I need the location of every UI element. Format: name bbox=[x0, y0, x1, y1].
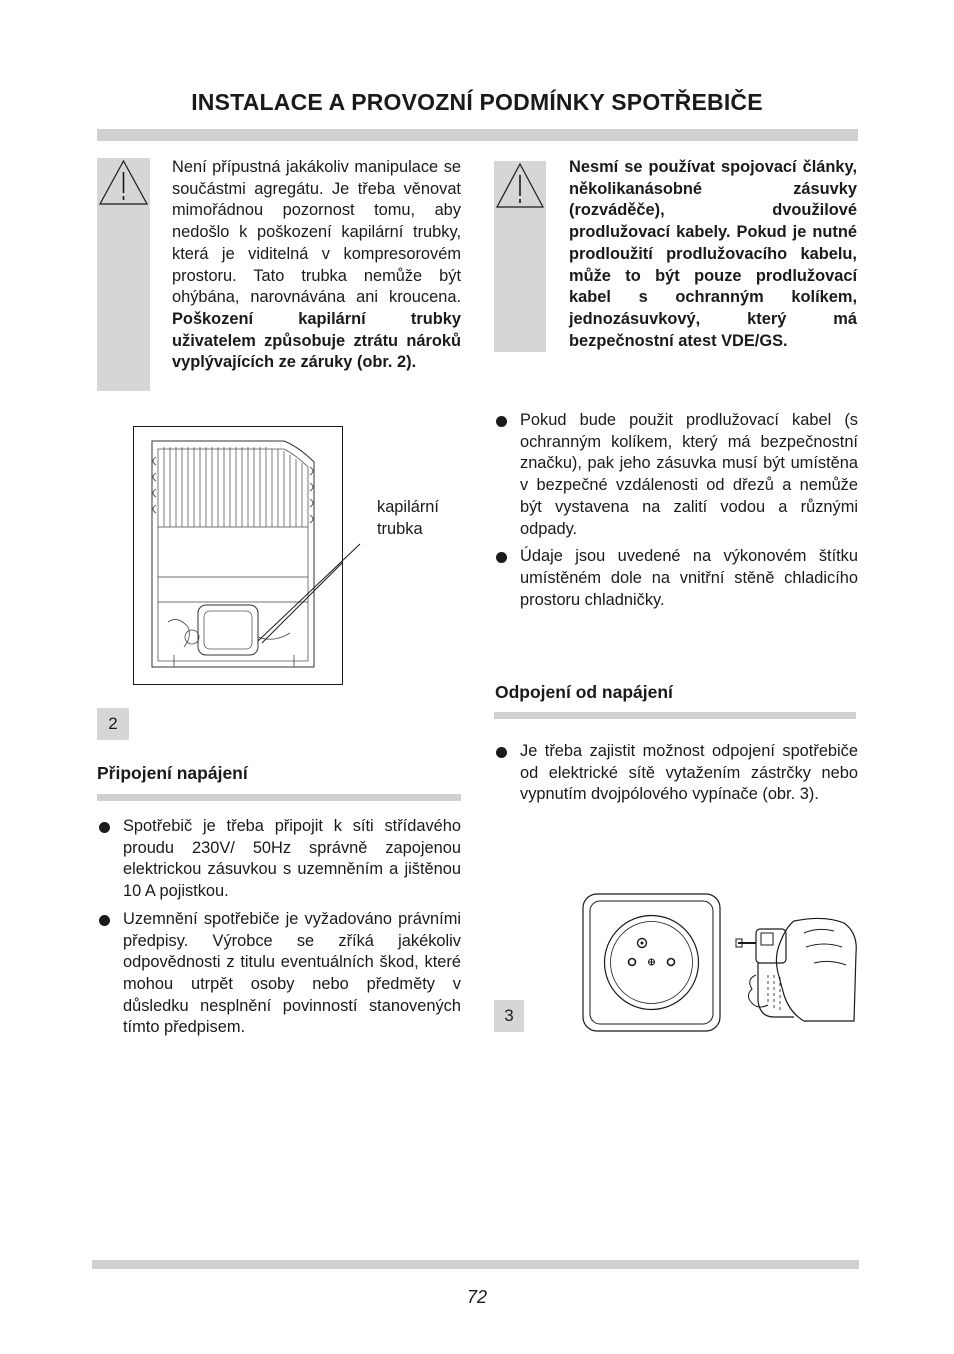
page-number: 72 bbox=[466, 1287, 488, 1307]
socket-illustration bbox=[582, 893, 722, 1033]
list-item: Spotřebič je třeba připojit k síti střídavého proudu 230V/ 50Hz správně zapojenou elektrickou zásuvkou s uzemněním a jištěnou 10 A pojistkou. bbox=[97, 816, 461, 903]
list-item: Uzemnění spotřebiče je vyžadováno právními předpisy. Výrobce se zříká jakékoliv odpovědnosti z titulu eventuálních škod, které mohou utrpět osoby nebo předměty v důsledku nesplnění povinností stanovených tímto předpisem. bbox=[97, 909, 461, 1039]
section-rule-left bbox=[97, 794, 461, 801]
figure-label-line2: trubka bbox=[377, 520, 423, 538]
extension-bullet-list bbox=[494, 410, 858, 617]
list-item: Údaje jsou uvedené na výkonovém štítku umístěném dole na vnitřní stěně chladicího prostoru chladničky. bbox=[494, 546, 858, 611]
bullet-dot-icon bbox=[99, 915, 110, 926]
bullet-dot-icon bbox=[496, 552, 507, 563]
figure-number-2: 2 bbox=[97, 708, 129, 740]
figure-number-3: 3 bbox=[494, 1000, 524, 1032]
footer-rule bbox=[92, 1260, 859, 1269]
warning-text-right: Nesmí se používat spojovací články, několikanásobné zásuvky (rozváděče), dvoužilové prodlužovací kabely. Pokud je nutné prodloužití prodlužovacího kabelu, může to být pouze prodlužovací kabel s ochranným kolíkem, jednozásuvkový, který má bezpečnostní atest VDE/GS. bbox=[569, 158, 857, 350]
warning-box-left bbox=[97, 158, 150, 391]
bullet-dot-icon bbox=[496, 747, 507, 758]
figure-label-capillary bbox=[377, 496, 439, 540]
bullet-dot-icon bbox=[496, 416, 507, 427]
section-heading-disconnection: Odpojení od napájení bbox=[495, 682, 673, 702]
connection-bullet-list bbox=[97, 816, 461, 1045]
list-item: Pokud bude použit prodlužovací kabel (s ochranným kolíkem, který má bezpečnostní značku), pak jeho zásuvka musí být umístěna v bezpečné vzdálenosti od dřezů a nemůže být vystavena na zalití vodou a různými odpady. bbox=[494, 410, 858, 540]
page-title: INSTALACE A PROVOZNÍ PODMÍNKY SPOTŘEBIČE bbox=[191, 89, 763, 115]
section-heading-connection: Připojení napájení bbox=[97, 763, 248, 783]
list-item: Je třeba zajistit možnost odpojení spotřebiče od elektrické sítě vytažením zástrčky nebo vypnutím dvojpólového vypínače (obr. 3). bbox=[494, 741, 858, 806]
warning-text-plain: Není přípustná jakákoliv manipulace se součástmi agregátu. Je třeba věnovat mimořádnou pozornost tomu, aby nedošlo k poškození kapilární trubky, která je viditelná v kompresorovém prostoru. Tato trubka nemůže být ohýbána, narovnávána ani kroucena. bbox=[172, 158, 461, 307]
bullet-dot-icon bbox=[99, 822, 110, 833]
section-rule-right bbox=[494, 712, 856, 719]
figure-label-line1: kapilární bbox=[377, 498, 439, 516]
callout-line bbox=[250, 536, 370, 646]
warning-box-right bbox=[494, 161, 546, 352]
warning-text-bold: Poškození kapilární trubky uživatelem způsobuje ztrátu nároků vyplývajících ze záruky (obr. 2). bbox=[172, 309, 461, 372]
warning-text-left bbox=[172, 157, 461, 374]
plug-in-hand-illustration bbox=[734, 913, 858, 1025]
warning-triangle-icon bbox=[494, 161, 546, 211]
warning-triangle-icon bbox=[97, 158, 150, 208]
disconnection-bullet-list bbox=[494, 741, 858, 812]
title-rule bbox=[97, 129, 858, 141]
